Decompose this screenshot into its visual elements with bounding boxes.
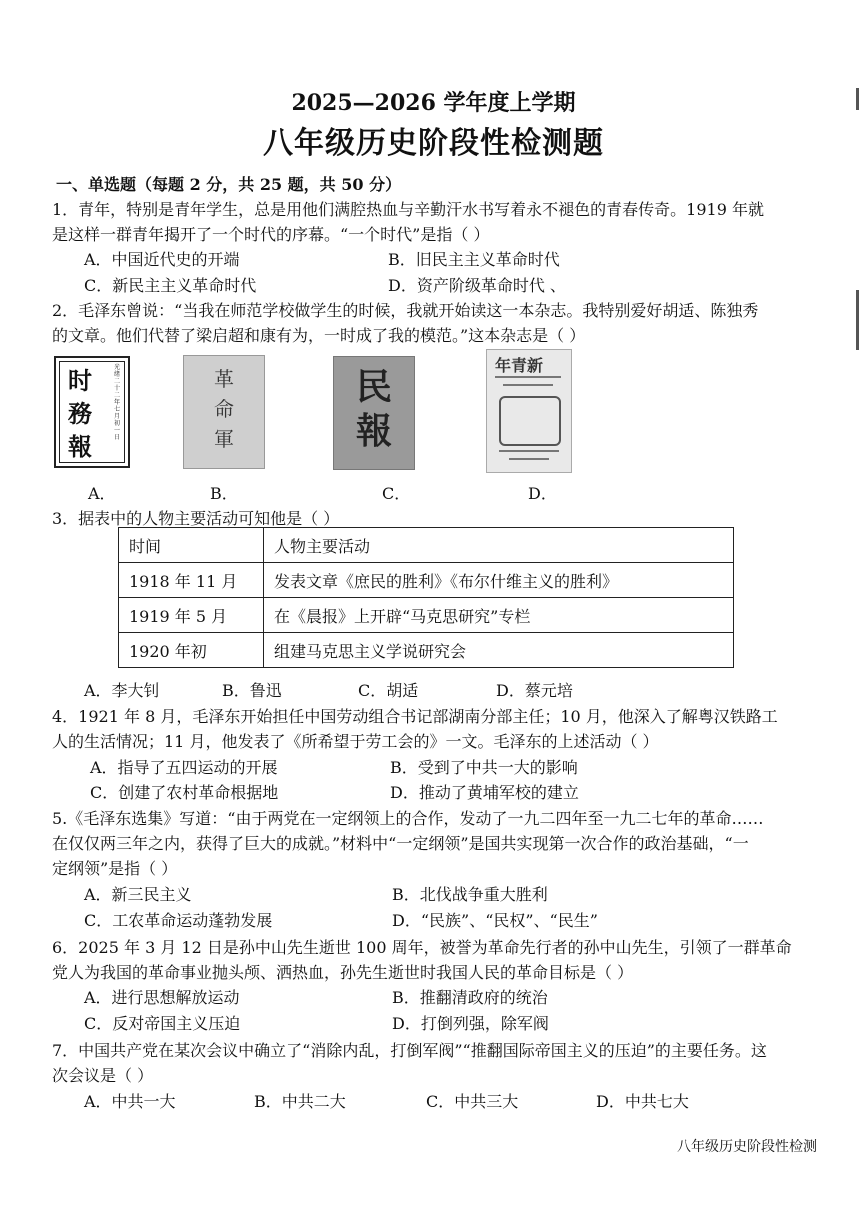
q3-option-d: D．蔡元培 [496, 681, 573, 700]
table-header-row [119, 528, 734, 563]
table-cell: 在《晨报》上开辟“马克思研究”专栏 [264, 598, 734, 633]
cover-ornament [499, 396, 561, 446]
q3-option-a: A．李大钊 [84, 681, 160, 700]
q2-option-d: D． [528, 484, 557, 503]
q2-stem-line1: 2．毛泽东曾说：“当我在师范学校做学生的时候，我就开始读这一本杂志。我特别爱好胡适、陈独秀 [52, 301, 759, 320]
q4-option-c: C．创建了农村革命根据地 [90, 783, 279, 802]
q5-stem-line2: 在仅仅两三年之内，获得了巨大的成就。”材料中“一定纲领”是国共实现第一次合作的政治基础，“一 [52, 834, 749, 853]
table-cell: 1918 年 11 月 [119, 563, 264, 598]
q1-option-b: B．旧民主主义革命时代 [388, 250, 560, 269]
exam-title: 八年级历史阶段性检测题 [263, 126, 604, 161]
q4-stem-line2: 人的生活情况；11 月，他发表了《所希望于劳工会的》一文。毛泽东的上述活动（ ） [52, 732, 659, 751]
q5-option-d: D．“民族”、“民权”、“民生” [392, 911, 598, 930]
q3-stem: 3．据表中的人物主要活动可知他是（ ） [52, 509, 340, 528]
table-header-cell: 时间 [119, 528, 264, 563]
cover-rule [503, 384, 553, 386]
section-heading: 一、单选题（每题 2 分，共 25 题，共 50 分） [56, 175, 402, 194]
q7-option-b: B．中共二大 [254, 1092, 346, 1111]
q6-stem-line2: 党人为我国的革命事业抛头颅、洒热血，孙先生逝世时我国人民的革命目标是（ ） [52, 963, 634, 982]
q4-option-a: A．指导了五四运动的开展 [90, 758, 278, 777]
table-cell: 发表文章《庶民的胜利》《布尔什维主义的胜利》 [264, 563, 734, 598]
school-year-heading: 2025—2026 学年度上学期 [291, 90, 576, 116]
q2-option-b: B． [210, 484, 238, 503]
page-footer: 八年级历史阶段性检测 [677, 1139, 817, 1155]
q4-option-b: B．受到了中共一大的影响 [390, 758, 578, 777]
table-header-cell: 人物主要活动 [264, 528, 734, 563]
cover-rule [495, 376, 561, 378]
q1-stem-line2: 是这样一群青年揭开了一个时代的序幕。“一个时代”是指（ ） [52, 225, 490, 244]
shiwubao-date: 光绪二十二年七月初一日 [114, 364, 121, 441]
q5-option-c: C．工农革命运动蓬勃发展 [84, 911, 273, 930]
q6-option-a: A．进行思想解放运动 [84, 988, 240, 1007]
q1-stem-line1: 1．青年，特别是青年学生，总是用他们满腔热血与辛勤汗水书写着永不褪色的青春传奇。1919 年就 [52, 200, 764, 219]
q4-option-d: D．推动了黄埔军校的建立 [390, 783, 579, 802]
minbao-title: 民報 [355, 366, 392, 452]
xinqingnian-title: 年青新 [495, 356, 544, 375]
q5-option-b: B．北伐战争重大胜利 [392, 885, 548, 904]
xinqingnian-cover-image [486, 349, 572, 473]
q7-option-d: D．中共七大 [596, 1092, 689, 1111]
shiwubao-cover-image [54, 356, 130, 468]
gemingjun-cover-image [183, 355, 265, 469]
q6-option-d: D．打倒列强，除军阀 [392, 1014, 549, 1033]
q3-activity-table [118, 527, 734, 668]
table-cell: 1920 年初 [119, 633, 264, 668]
minbao-cover-image [333, 356, 415, 470]
table-row [119, 633, 734, 668]
q7-option-a: A．中共一大 [84, 1092, 176, 1111]
table-row [119, 563, 734, 598]
q5-option-a: A．新三民主义 [84, 885, 192, 904]
q3-option-c: C．胡适 [358, 681, 419, 700]
cover-rule [499, 450, 559, 452]
table-row [119, 598, 734, 633]
scan-edge-mark [856, 88, 859, 110]
q7-option-c: C．中共三大 [426, 1092, 519, 1111]
q1-option-c: C．新民主主义革命时代 [84, 276, 257, 295]
q6-option-b: B．推翻清政府的统治 [392, 988, 548, 1007]
q5-stem-line3: 定纲领”是指（ ） [52, 859, 178, 878]
q2-option-c: C． [382, 484, 411, 503]
q6-option-c: C．反对帝国主义压迫 [84, 1014, 241, 1033]
q5-stem-line1: 5.《毛泽东选集》写道：“由于两党在一定纲领上的合作，发动了一九二四年至一九二七年的革命…… [52, 809, 764, 828]
q2-option-a: A． [88, 484, 116, 503]
table-cell: 1919 年 5 月 [119, 598, 264, 633]
shiwubao-title: 时務報 [68, 366, 92, 461]
q1-option-d: D．资产阶级革命时代 、 [388, 276, 566, 295]
cover-rule [509, 458, 549, 460]
q4-stem-line1: 4．1921 年 8 月，毛泽东开始担任中国劳动组合书记部湖南分部主任；10 月，他深入了解粤汉铁路工 [52, 707, 778, 726]
table-cell: 组建马克思主义学说研究会 [264, 633, 734, 668]
gemingjun-title: 革命軍 [214, 367, 234, 451]
q6-stem-line1: 6．2025 年 3 月 12 日是孙中山先生逝世 100 周年，被誉为革命先行者的孙中山先生，引领了一群革命 [52, 938, 792, 957]
q7-stem-line2: 次会议是（ ） [52, 1066, 154, 1085]
q7-stem-line1: 7．中国共产党在某次会议中确立了“消除内乱，打倒军阀”“推翻国际帝国主义的压迫”的主要任务。这 [52, 1041, 767, 1060]
q1-option-a: A．中国近代史的开端 [84, 250, 240, 269]
scan-edge-mark [856, 290, 859, 350]
q2-stem-line2: 的文章。他们代替了梁启超和康有为，一时成了我的模范。”这本杂志是（ ） [52, 326, 586, 345]
q3-option-b: B．鲁迅 [222, 681, 282, 700]
